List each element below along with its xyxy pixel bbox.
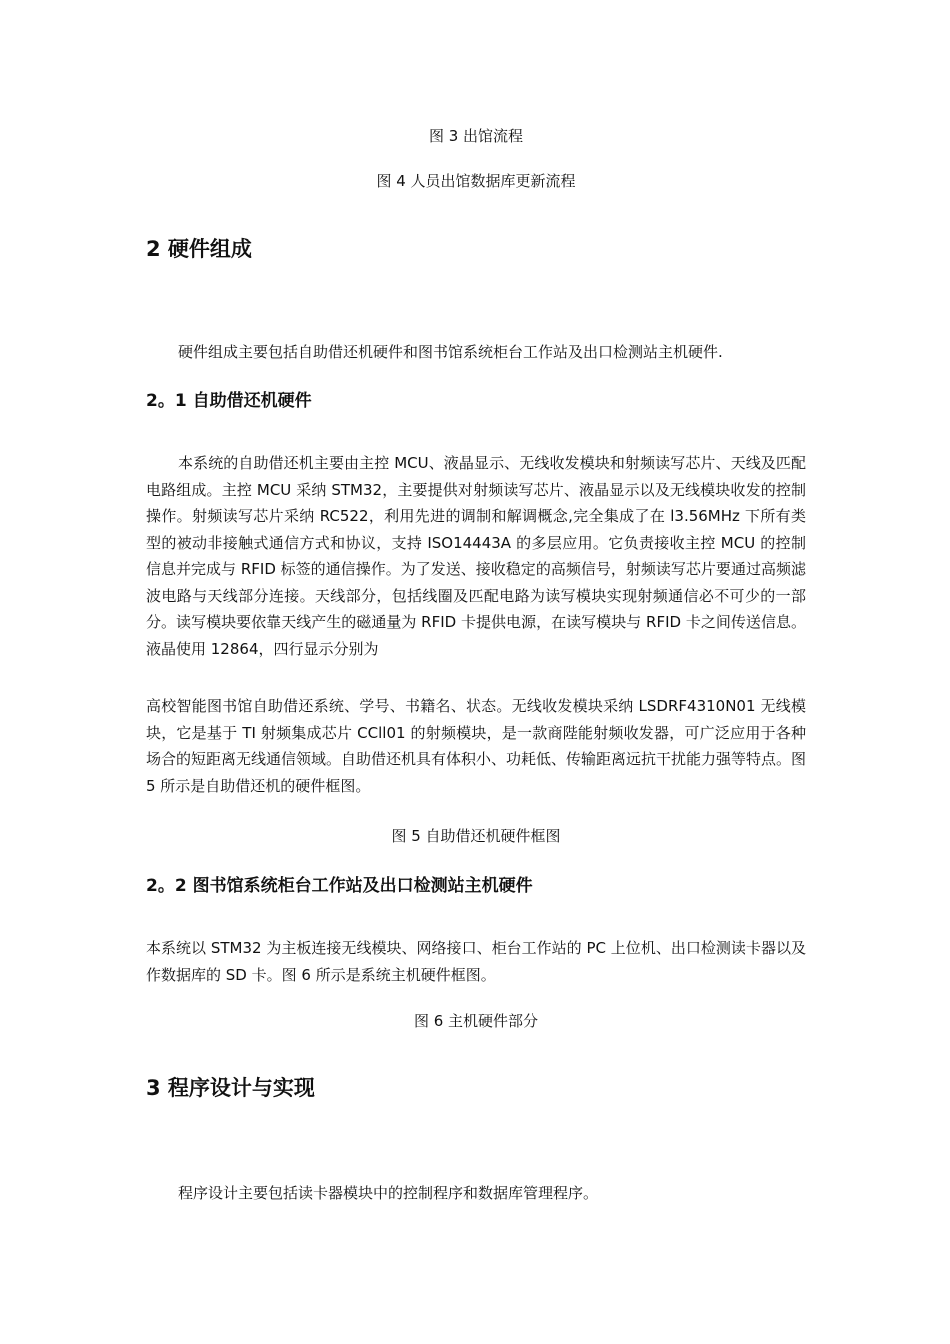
- figure-5-caption: 图 5 自助借还机硬件框图: [391, 827, 561, 845]
- section-3-heading: 3 程序设计与实现: [146, 1076, 315, 1100]
- section-2-1-paragraph-2: 高校智能图书馆自助借还系统、学号、书籍名、状态。无线收发模块采纳 LSDRF4310N01 无线模块，它是基于 TI 射频集成芯片 CCll01 的射频模块，是一款商陛能射频收发器，可广泛应用于各种场合的短距离无线通信领域。自助借还机具有体积小、功耗低、传输距离远抗干扰能力强等特点。图 5 所示是自助借还机的硬件框图。: [146, 697, 807, 795]
- section-2-2-heading: 2。2 图书馆系统柜台工作站及出口检测站主机硬件: [146, 876, 533, 896]
- figure-3-caption: 图 3 出馆流程: [428, 127, 524, 145]
- section-2-2-paragraph: 本系统以 STM32 为主板连接无线模块、网络接口、柜台工作站的 PC 上位机、出口检测读卡器以及作数据库的 SD 卡。图 6 所示是系统主机硬件框图。: [146, 939, 806, 984]
- figure-4-caption: 图 4 人员出馆数据库更新流程: [376, 172, 576, 190]
- section-2-heading: 2 硬件组成: [146, 237, 252, 261]
- figure-6-caption: 图 6 主机硬件部分: [413, 1012, 539, 1030]
- section-3-intro: 程序设计主要包括读卡器模块中的控制程序和数据库管理程序。: [178, 1184, 599, 1202]
- section-2-1-paragraph-1: 本系统的自助借还机主要由主控 MCU、液晶显示、无线收发模块和射频读写芯片、天线及匹配电路组成。主控 MCU 采纳 STM32，主要提供对射频读写芯片、液晶显示以及无线模块收发的控制操作。射频读写芯片采纳 RC522，利用先进的调制和解调概念,完全集成了在 l3.56MHz 下所有类型的被动非接触式通信方式和协议，支持 ISO14443A 的多层应用。它负责接收主控 MCU 的控制信息并完成与 RFID 标签的通信操作。为了发送、接收稳定的高频信号，射频读写芯片要通过高频滤波电路与天线部分连接。天线部分，包括线圈及匹配电路为读写模块实现射频通信必不可少的一部分。读写模块要依靠天线产生的磁通量为 RFID 卡提供电源，在读写模块与 RFID 卡之间传送信息。液晶使用 12864，四行显示分别为: [146, 454, 806, 658]
- section-2-1-heading: 2。1 自助借还机硬件: [146, 391, 312, 411]
- section-2-intro: 硬件组成主要包括自助借还机硬件和图书馆系统柜台工作站及出口检测站主机硬件.: [178, 343, 723, 361]
